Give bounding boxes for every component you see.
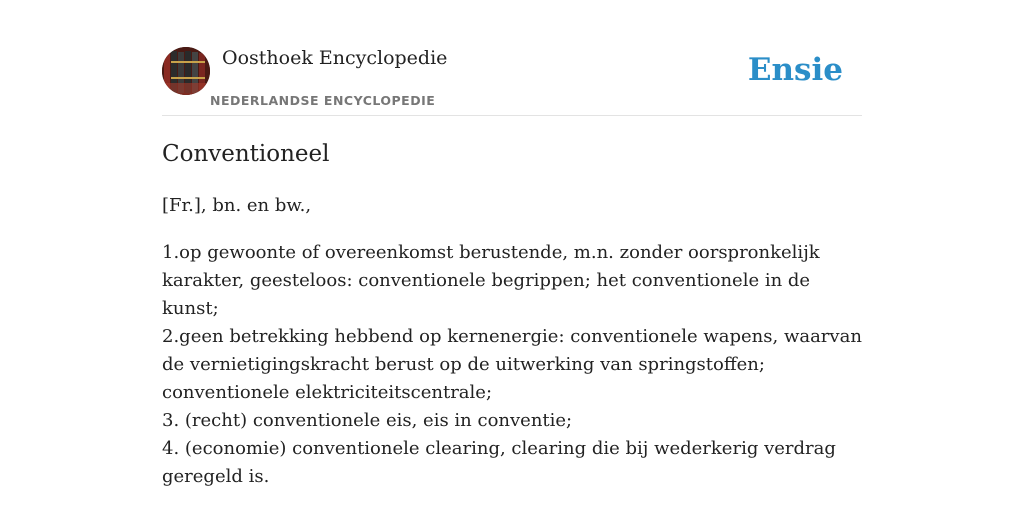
entry-content bbox=[162, 138, 867, 491]
entry-title: Conventioneel bbox=[162, 141, 330, 167]
site-subtitle: NEDERLANDSE ENCYCLOPEDIE bbox=[210, 93, 436, 108]
definition-item: 3. (recht) conventionele eis, eis in conventie; bbox=[162, 410, 573, 431]
definition-item: 2.geen betrekking hebbend op kernenergie: conventionele wapens, waarvan de vernietigingskracht berust op de uitwerking van springstoffen; conventionele elektriciteitscentrale; bbox=[162, 326, 862, 403]
definition-item: 4. (economie) conventionele clearing, clearing die bij wederkerig verdrag geregeld is. bbox=[162, 438, 836, 487]
site-title[interactable]: Oosthoek Encyclopedie bbox=[222, 47, 448, 69]
book-spines-icon[interactable] bbox=[162, 47, 210, 95]
entry-etymology: [Fr.], bn. en bw., bbox=[162, 195, 312, 216]
brand-logo-link[interactable]: Ensie bbox=[747, 52, 843, 88]
definition-item: 1.op gewoonte of overeenkomst berustende, m.n. zonder oorspronkelijk karakter, geesteloos: conventionele begrippen; het conventionele in de kunst; bbox=[162, 242, 820, 319]
entry-definitions bbox=[162, 239, 867, 491]
site-header bbox=[162, 46, 862, 116]
